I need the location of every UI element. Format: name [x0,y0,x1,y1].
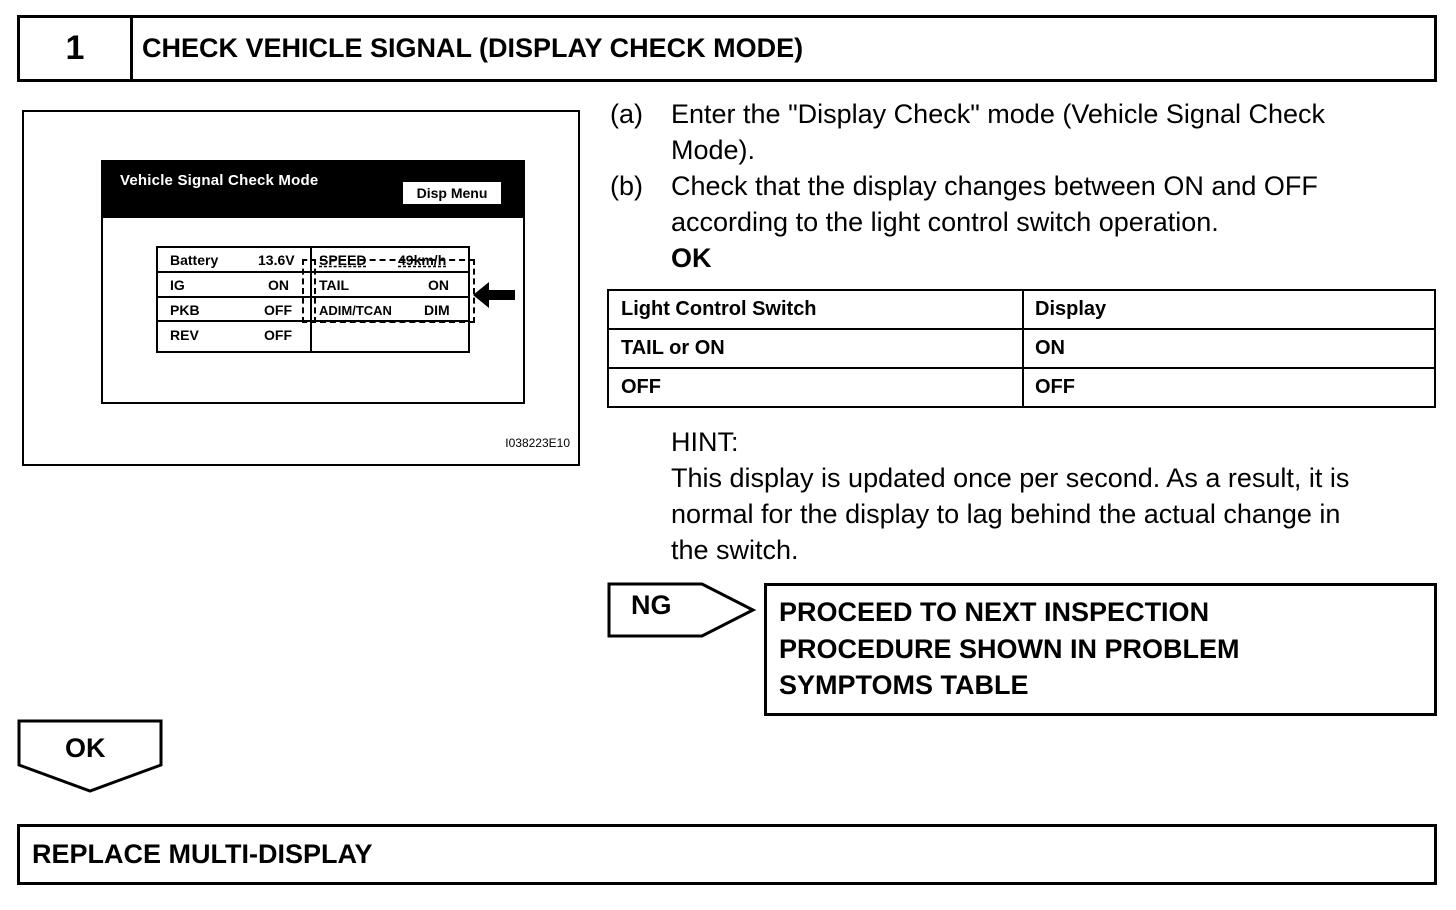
step-title: CHECK VEHICLE SIGNAL (DISPLAY CHECK MODE) [142,33,804,63]
instructions [610,96,1440,276]
signal-name: TAIL [319,277,350,293]
table-cell: OFF [1035,376,1075,398]
hint [671,424,1441,568]
instruction-line: Mode). [671,135,756,165]
table-cell: TAIL or ON [621,337,725,359]
signal-name: ADIM/TCAN [319,302,392,318]
table-header: Light Control Switch [621,298,817,320]
signal-value: 13.6V [258,252,295,268]
step-number: 1 [20,18,133,79]
signal-value: DIM [424,302,450,318]
hint-line: This display is updated once per second. As a result, it is [671,463,1350,493]
final-step-text: REPLACE MULTI-DISPLAY [32,839,373,869]
instruction-line: Check that the display changes between ON and OFF [671,171,1318,201]
signal-value: OFF [264,327,292,343]
signal-name: REV [170,327,199,343]
disp-menu-button: Disp Menu [401,180,503,206]
signal-value: 49km/h [398,252,447,268]
ng-action-line: PROCEED TO NEXT INSPECTION [779,597,1210,627]
illustration-figure [22,110,580,466]
signal-value: ON [428,277,449,293]
ng-action-box [764,583,1437,716]
ng-action-line: SYMPTOMS TABLE [779,670,1029,700]
ng-arrow [607,582,757,638]
instruction-line: Enter the "Display Check" mode (Vehicle Signal Check [671,99,1325,129]
ng-label: NG [631,590,672,620]
signal-value: OFF [264,302,292,318]
ng-action-line: PROCEDURE SHOWN IN PROBLEM [779,633,1240,664]
table-header: Display [1035,298,1107,320]
hint-line: normal for the display to lag behind the actual change in [671,499,1341,529]
instruction-label: (b) [610,171,643,201]
hint-line: the switch. [671,535,799,565]
figure-code: I038223E10 [505,436,570,450]
instruction-line: according to the light control switch operation. [671,207,1219,237]
result-table [607,289,1436,408]
screen-title-bar [103,162,523,218]
signal-row [158,323,468,347]
ok-arrow [17,719,163,794]
ok-label: OK [671,243,712,273]
table-cell: ON [1035,337,1065,359]
display-screen [101,160,525,404]
table-cell: OFF [621,376,661,398]
highlight-dashed-box [310,259,475,323]
signal-name: Battery [170,252,219,268]
signal-name: IG [170,277,185,293]
signal-value: ON [268,277,289,293]
ng-arrow-shape-icon [607,582,757,638]
screen-title: Vehicle Signal Check Mode [120,172,319,189]
signal-name: SPEED [319,252,367,268]
ok-arrow-label: OK [65,733,106,763]
pointer-arrow-icon [473,282,517,308]
hint-label: HINT: [671,427,739,457]
signal-name: PKB [170,302,200,318]
step-header [17,15,1437,82]
final-step-box [17,824,1437,885]
instruction-label: (a) [610,99,643,129]
